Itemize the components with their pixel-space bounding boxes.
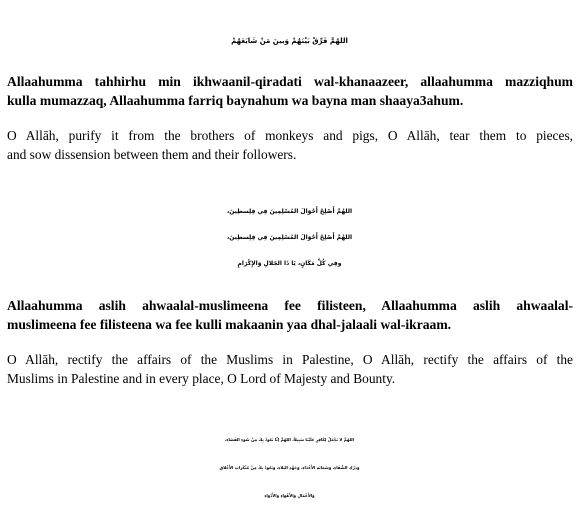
translation-1-line-2: and sow dissension between them and their followers. [7, 147, 297, 162]
arabic-dua-3-line-3: وَالأَعْمَالِ وَالأَهْوَاءِ وَالأَدْوَاءِ [264, 493, 315, 498]
arabic-dua-1-line-1: اللهُمَّ فَرِّقْ بَيْنَهُمْ وَبينَ مَنْ شَايَعَهُمْ [231, 37, 348, 45]
transliteration-1-line-1: Allaahumma tahhirhu min ikhwaanil-qiradati wal-khanaazeer, allaahumma mazziqhum [7, 74, 573, 89]
transliteration-1 [7, 72, 573, 110]
transliteration-2-line-1: Allaahumma aslih ahwaalal-muslimeena fee filisteen, Allaahumma aslih ahwaalal- [7, 298, 573, 313]
translation-2-line-1: O Allāh, rectify the affairs of the Muslims in Palestine, O Allāh, rectify the affairs of the [7, 352, 573, 367]
transliteration-2 [7, 296, 573, 334]
arabic-dua-2-line-2: اللهُمَّ أَصْلِحْ أَحْوَالَ المُسْلِمِينَ فِي فِلِسطِينَ، [226, 234, 353, 241]
arabic-dua-2-line-1: اللهُمَّ أَصْلِحْ أَحْوَالَ المُسْلِمِينَ فِي فِلِسطِينَ، [226, 208, 353, 215]
translation-2 [7, 350, 573, 388]
transliteration-1-line-2: kulla mumazzaq, Allaahumma farriq baynahum wa bayna man shaaya3ahum. [7, 93, 464, 108]
transliteration-2-line-2: muslimeena fee filisteena wa fee kulli makaanin yaa dhal-jalaali wal-ikraam. [7, 317, 452, 332]
translation-1-line-1: O Allāh, purify it from the brothers of monkeys and pigs, O Allāh, tear them to pieces, [7, 128, 573, 143]
arabic-dua-2-line-3: وفِي كُلِّ مَكَانٍ، يَا ذَا الجَلالِ وَالإِكْرَامِ [237, 260, 342, 267]
translation-1 [7, 126, 573, 164]
arabic-dua-3-line-2: وَدَرْكِ الشَّقَاءِ، وَشَمَاتَةِ الأَعْدَاءِ، وَجَهْدِ البَلاءِ، وَنَعُوذُ بِكَ مِنْ مُنْكَرَاتِ الأَخْلاقِ [219, 465, 360, 470]
arabic-dua-3-line-1: اللهُمَّ لا تَجْعَلْ لِكَافِرٍ عَلَيْنَا سَبِيلاً، اللهُمَّ إنَّا نَعُوذُ بِكَ مِنْ سُوءِ القَضَاءِ، [224, 437, 355, 442]
translation-2-line-2: Muslims in Palestine and in every place, O Lord of Majesty and Bounty. [7, 371, 396, 386]
